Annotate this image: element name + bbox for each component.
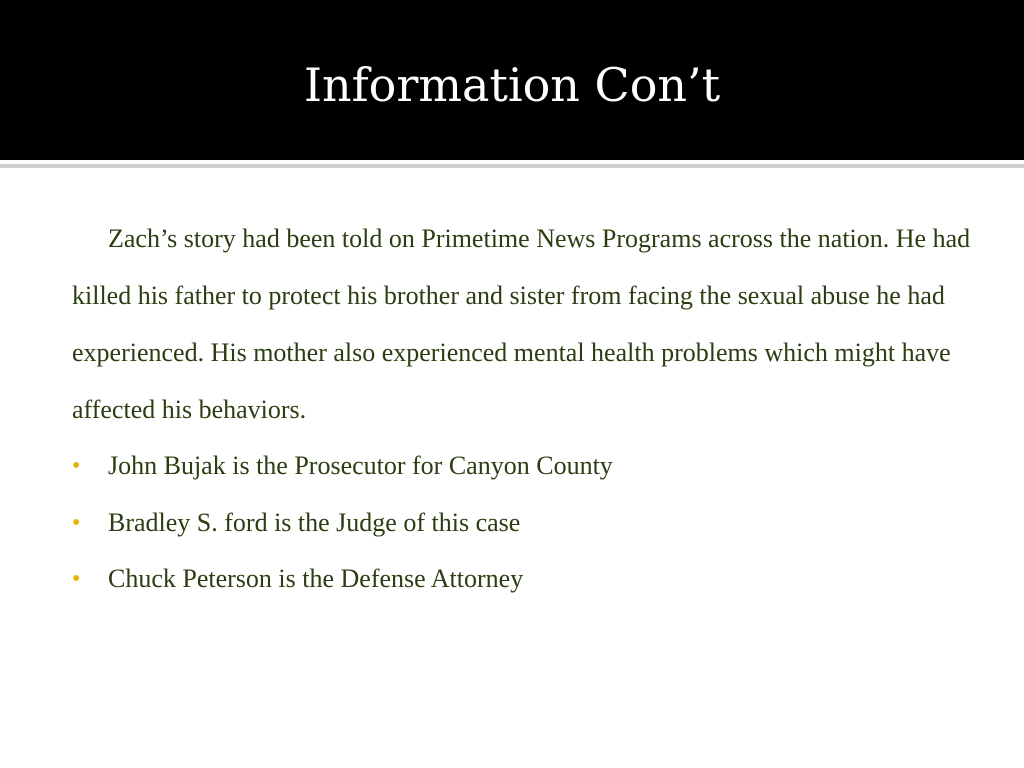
divider-rule <box>0 164 1024 168</box>
bullet-icon: • <box>72 453 81 479</box>
list-item <box>72 551 972 608</box>
list-item-text: Chuck Peterson is the Defense Attorney <box>108 564 524 593</box>
body-paragraph: Zach’s story had been told on Primetime News Programs across the nation. He had killed his father to protect his brother and sister from facing the sexual abuse he had experienced. His mother also experienced mental health problems which might have affected his behaviors. <box>72 224 971 424</box>
bullet-icon: • <box>72 566 81 592</box>
list-item <box>72 495 972 552</box>
list-item-text: John Bujak is the Prosecutor for Canyon County <box>108 451 613 480</box>
slide-title: Information Con’t <box>303 58 721 112</box>
bullet-list <box>72 438 972 608</box>
bullet-icon: • <box>72 509 81 536</box>
list-item <box>72 438 972 495</box>
slide-body <box>72 210 972 608</box>
list-item-text: Bradley S. ford is the Judge of this case <box>108 507 521 537</box>
